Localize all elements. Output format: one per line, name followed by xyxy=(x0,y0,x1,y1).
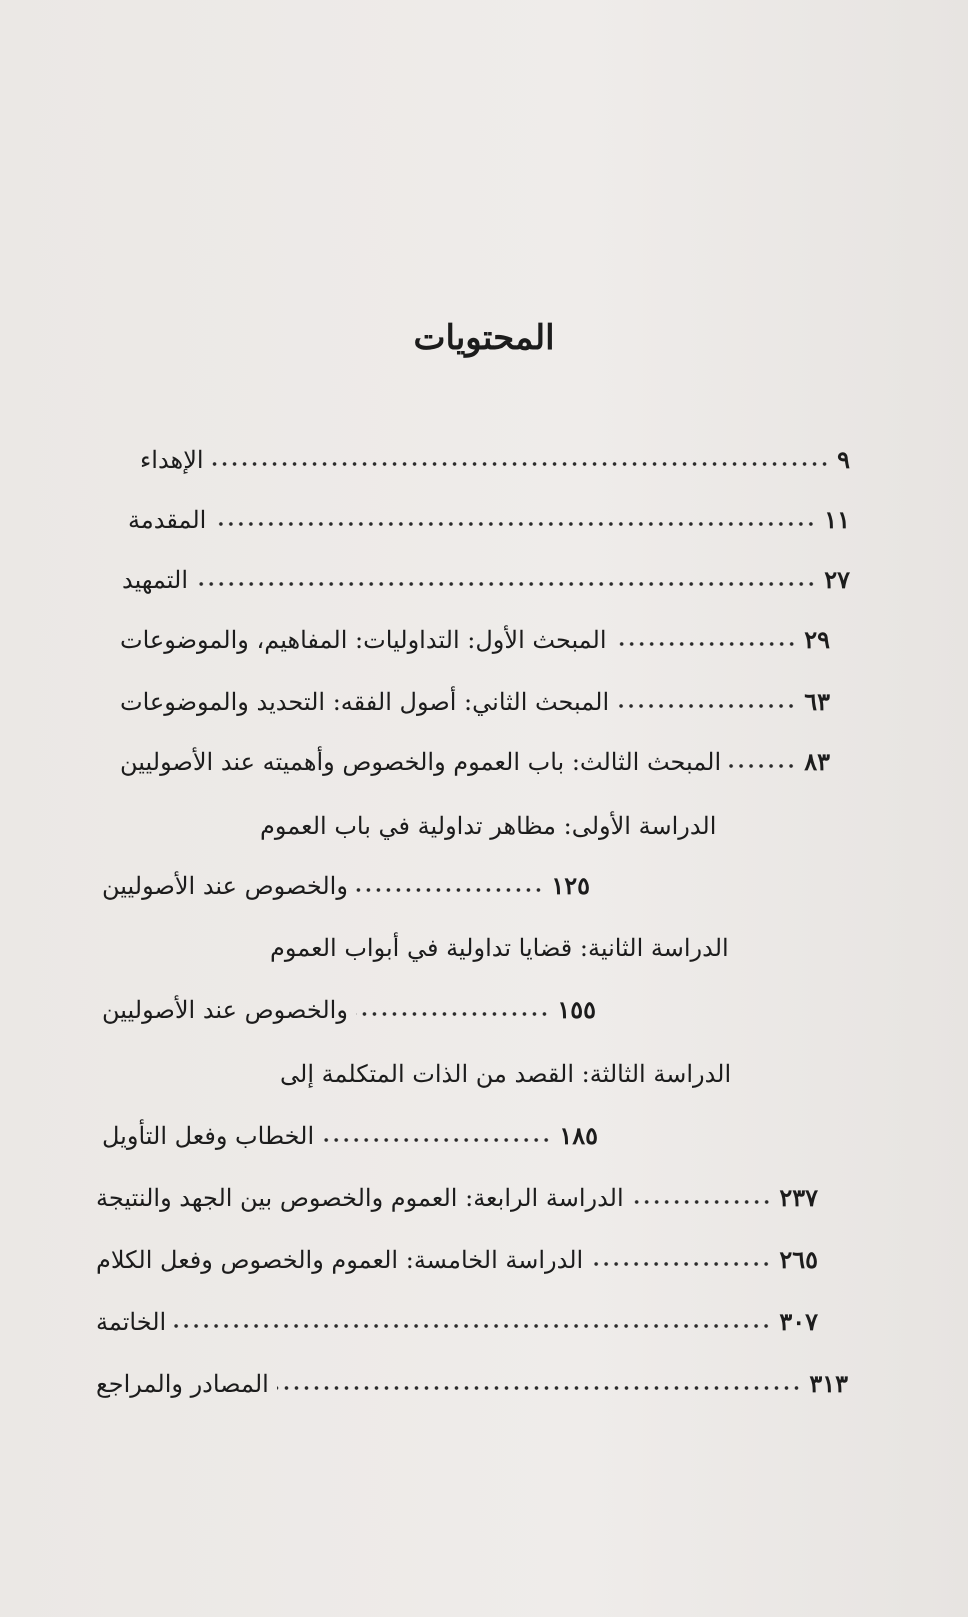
toc-page-number: ١١ xyxy=(824,505,850,534)
toc-entry-label: الدراسة الثالثة: القصد من الذات المتكلمة إلى xyxy=(280,1060,732,1088)
toc-page-number: ٦٣ xyxy=(804,687,830,716)
toc-entry-label: الخطاب وفعل التأويل xyxy=(102,1122,315,1150)
dot-leader xyxy=(277,1384,801,1392)
toc-entry xyxy=(96,1178,818,1218)
dot-leader xyxy=(196,580,816,588)
toc-entry xyxy=(96,1240,818,1280)
toc-entry xyxy=(102,866,590,906)
toc-entry-label: المصادر والمراجع xyxy=(96,1370,269,1398)
toc-page-number: ٣٠٧ xyxy=(779,1307,818,1336)
dot-leader xyxy=(729,762,796,770)
toc-entry xyxy=(120,620,830,660)
toc-entry xyxy=(120,742,830,782)
toc-entry-label: والخصوص عند الأصوليين xyxy=(102,872,348,900)
toc-page-number: ٩ xyxy=(837,445,850,474)
toc-page-number: ١٢٥ xyxy=(551,871,590,900)
dot-leader xyxy=(632,1198,772,1206)
toc-entry xyxy=(102,990,596,1030)
dot-leader xyxy=(356,886,543,894)
dot-leader xyxy=(615,640,797,648)
toc-page-number: ٢٦٥ xyxy=(779,1245,818,1274)
toc-entry-label: الإهداء xyxy=(140,446,204,474)
toc-entry-label: التمهيد xyxy=(122,566,188,594)
toc-entry-label: الدراسة الخامسة: العموم والخصوص وفعل الكلام xyxy=(96,1246,584,1274)
toc-entry-line xyxy=(260,806,790,846)
toc-entry-line xyxy=(270,928,790,968)
dot-leader xyxy=(212,460,830,468)
toc-entry-label: الدراسة الثانية: قضايا تداولية في أبواب العموم xyxy=(270,934,729,962)
dot-leader xyxy=(356,1010,549,1018)
toc-entry xyxy=(96,1364,848,1404)
toc-entry-label: والخصوص عند الأصوليين xyxy=(102,996,348,1024)
toc-page-number: ٢٣٧ xyxy=(779,1183,818,1212)
toc-entry-label: الخاتمة xyxy=(96,1308,167,1336)
toc-page-number: ١٨٥ xyxy=(559,1121,598,1150)
dot-leader xyxy=(322,1136,551,1144)
dot-leader xyxy=(591,1260,771,1268)
toc-page-number: ٢٧ xyxy=(824,565,850,594)
dot-leader xyxy=(214,520,816,528)
toc-entry xyxy=(96,1302,818,1342)
toc-entry-label: المقدمة xyxy=(128,506,207,534)
toc-entry-label: الدراسة الأولى: مظاهر تداولية في باب العموم xyxy=(260,812,717,840)
toc-entry xyxy=(140,440,850,480)
page-title: المحتويات xyxy=(413,318,555,358)
dot-leader xyxy=(174,1322,771,1330)
toc-entry xyxy=(102,1116,598,1156)
toc-entry-label: الدراسة الرابعة: العموم والخصوص بين الجهد والنتيجة xyxy=(96,1184,624,1212)
toc-page-number: ٨٣ xyxy=(804,747,830,776)
toc-page-number: ٢٩ xyxy=(804,625,830,654)
toc-entry xyxy=(120,682,830,722)
toc-page-number: ٣١٣ xyxy=(809,1369,848,1398)
dot-leader xyxy=(617,702,796,710)
toc-entry-label: المبحث الأول: التداوليات: المفاهيم، والموضوعات xyxy=(120,626,607,654)
toc-entry xyxy=(128,500,850,540)
toc-page-number: ١٥٥ xyxy=(557,995,596,1024)
toc-entry-label: المبحث الثاني: أصول الفقه: التحديد والموضوعات xyxy=(120,688,610,716)
toc-entry-label: المبحث الثالث: باب العموم والخصوص وأهميته عند الأصوليين xyxy=(120,748,722,776)
toc-entry xyxy=(122,560,850,600)
toc-entry-line xyxy=(280,1054,788,1094)
